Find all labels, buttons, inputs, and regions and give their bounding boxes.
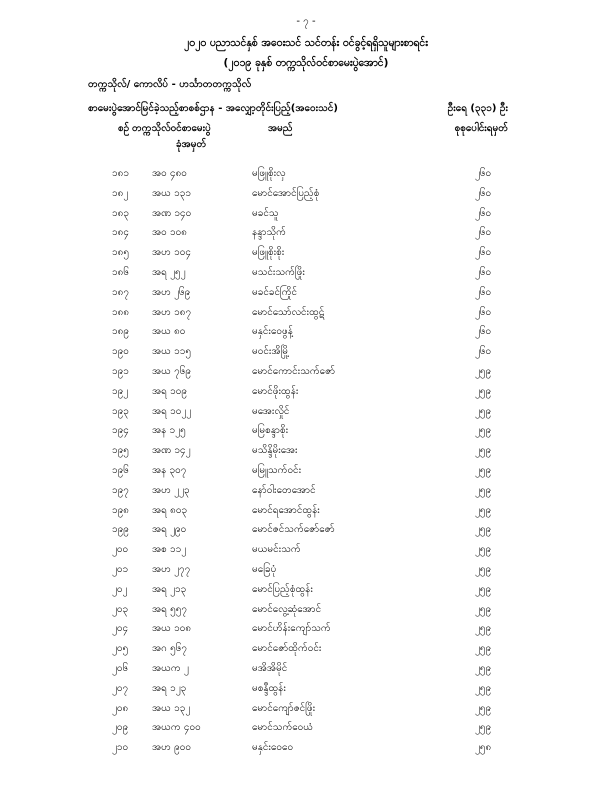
table-row xyxy=(0,204,612,224)
student-name: မခြေပုံ xyxy=(252,563,277,575)
row-number: ၁၉၇ xyxy=(112,484,129,496)
table-row xyxy=(0,540,612,560)
table-row xyxy=(0,184,612,204)
header-no: စဉ် xyxy=(118,123,130,134)
row-number: ၁၈၄ xyxy=(112,227,129,239)
table-row xyxy=(0,164,612,184)
roll-number: အရ ၁၀၂၂ xyxy=(152,405,192,417)
roll-number: အန ၁၂၅ xyxy=(152,425,186,437)
student-name: မောင်ဟိန်းကျော်သက် xyxy=(252,623,331,635)
table-row xyxy=(0,303,612,323)
title-line-1: ၂၀၂၀ ပညာသင်နှစ် အဝေးသင် သင်တန်း ဝင်ခွင့်ရရှိသူများစာရင်း xyxy=(184,37,428,49)
student-name: နော်ဝါးတေအောင် xyxy=(252,484,316,496)
total-score: ၂၅၉ xyxy=(475,702,492,714)
roll-number: အယ ၈၀ xyxy=(152,326,186,338)
results-table xyxy=(0,164,612,758)
table-row xyxy=(0,560,612,580)
row-number: ၁၈၈ xyxy=(112,306,130,318)
student-name: မောင်ဖိုးထွန်း xyxy=(252,385,299,397)
table-row xyxy=(0,679,612,699)
row-number: ၂၀၆ xyxy=(112,662,129,674)
row-number: ၂၀၉ xyxy=(112,722,129,734)
table-row xyxy=(0,441,612,461)
row-number: ၁၈၆ xyxy=(112,266,129,278)
region-label: တက္ကသိုလ်/ ကောလိပ် - ဟင်္သာတတက္ကသိုလ် xyxy=(88,79,252,90)
total-score: ၂၅၈ xyxy=(475,742,492,754)
header-total: စုစုပေါင်းရမှတ် xyxy=(454,123,508,134)
row-number: ၂၁၀ xyxy=(112,742,129,754)
row-number: ၁၈၂ xyxy=(112,187,129,199)
student-name: မခင်သူ xyxy=(252,207,279,219)
total-score: ၂၅၉ xyxy=(475,643,492,655)
roll-number: အရ ၈၀၃ xyxy=(152,504,188,516)
table-row xyxy=(0,362,612,382)
roll-number: အယ ၁၃၂ xyxy=(152,702,191,714)
row-number: ၁၉၈ xyxy=(112,504,129,516)
roll-number: အဝ ၄၈၀ xyxy=(152,168,187,179)
row-number: ၁၉၃ xyxy=(112,405,129,417)
total-score: ၂၅၉ xyxy=(475,623,492,635)
title-line-2: (၂၀၁၉ ခုနှစ် တက္ကသိုလ်ဝင်စာမေးပွဲအောင်) xyxy=(223,57,389,69)
total-score: ၂၆၀ xyxy=(475,168,492,179)
roll-number: အယက ၄၀၀ xyxy=(152,722,201,734)
table-row xyxy=(0,223,612,243)
student-name: မောင်အောင်ပြည့်စုံ xyxy=(252,187,320,199)
student-name: မအိအိမိုင် xyxy=(252,662,288,674)
row-number: ၁၈၃ xyxy=(112,207,129,219)
total-score: ၂၅၉ xyxy=(475,365,492,377)
total-score: ၂၅၉ xyxy=(475,464,492,476)
total-score: ၂၅၉ xyxy=(475,603,492,615)
student-name: မယမင်းသက် xyxy=(252,544,301,556)
total-score: ၂၅၉ xyxy=(475,385,492,397)
roll-number: အယက ၂ xyxy=(152,662,189,674)
row-number: ၁၉၁ xyxy=(112,365,129,377)
total-score: ၂၆၀ xyxy=(475,346,492,358)
student-name: မောင်ရအောင်ထွန်း xyxy=(252,504,320,516)
roll-number: အဏ ၁၄၀ xyxy=(152,207,192,219)
total-score: ၂၅၉ xyxy=(475,662,492,674)
roll-number: အဏ ၁၄၂ xyxy=(152,445,191,457)
table-row xyxy=(0,718,612,738)
row-number: ၁၉၉ xyxy=(112,524,129,536)
total-score: ၂၅၉ xyxy=(475,682,492,694)
roll-number: အယ ၁၃၁ xyxy=(152,187,191,199)
row-number: ၂၀၁ xyxy=(112,563,129,575)
total-score: ၂၆၀ xyxy=(475,326,492,338)
roll-number: အရ ၂၉၀ xyxy=(152,524,187,536)
table-row xyxy=(0,402,612,422)
row-number: ၁၈၉ xyxy=(112,326,129,338)
table-row xyxy=(0,619,612,639)
roll-number: အဟ ၂၇၇ xyxy=(152,563,191,575)
table-row xyxy=(0,322,612,342)
table-row xyxy=(0,263,612,283)
total-score: ၂၆၀ xyxy=(475,286,492,298)
row-number: ၂၀၀ xyxy=(112,544,129,556)
table-row xyxy=(0,421,612,441)
roll-number: အယ ၁၀၈ xyxy=(152,623,192,635)
total-score: ၂၅၉ xyxy=(475,445,492,457)
row-number: ၂၀၅ xyxy=(112,643,129,655)
student-name: မောင်ဇော်ထိုက်ဝင်း xyxy=(252,643,322,655)
student-name: မနှင်းဝေဖွန့် xyxy=(252,326,293,338)
student-name: မဝင်းအိမြို့ xyxy=(252,346,290,358)
row-number: ၂၀၂ xyxy=(112,583,128,595)
row-number: ၁၉၄ xyxy=(112,425,129,437)
row-number: ၂၀၇ xyxy=(112,682,129,694)
student-name: မစန္ဒီထွန်း xyxy=(252,682,286,694)
row-number: ၁၈၇ xyxy=(112,286,129,298)
total-score: ၂၅၉ xyxy=(475,425,492,437)
row-number: ၁၉၂ xyxy=(112,385,129,397)
table-row xyxy=(0,699,612,719)
row-number: ၁၈၁ xyxy=(112,168,129,179)
roll-number: အရ ၁၀၉ xyxy=(152,385,187,397)
roll-number: အရ ၂၁၃ xyxy=(152,583,187,595)
header-name: အမည် xyxy=(268,123,293,134)
total-score: ၂၅၉ xyxy=(475,563,492,575)
row-number: ၁၉၅ xyxy=(112,445,129,457)
total-score: ၂၅၉ xyxy=(475,524,492,536)
student-name: မမြစန္ဒာစိုး xyxy=(252,425,289,437)
table-row xyxy=(0,342,612,362)
total-score: ၂၅၉ xyxy=(475,484,492,496)
roll-number: အဟ ၉၀၀ xyxy=(152,742,192,754)
table-row xyxy=(0,382,612,402)
total-score: ၂၅၉ xyxy=(475,544,492,556)
total-score: ၂၅၉ xyxy=(475,405,492,417)
row-number: ၂၀၄ xyxy=(112,623,129,635)
roll-number: အဟ ၁၀၄ xyxy=(152,247,192,259)
total-score: ၂၅၉ xyxy=(475,504,492,516)
student-name: မောင်ကျော်ဇင်ဖြိုး xyxy=(252,702,316,714)
header-roll-2: ခုံအမှတ် xyxy=(176,139,207,150)
header-roll: တက္ကသိုလ်ဝင်စာမေးပွဲ xyxy=(132,123,211,134)
roll-number: အစ ၁၁၂ xyxy=(152,544,187,556)
student-name: နန္ဒာသိုက် xyxy=(252,227,286,239)
student-name: မမြူသက်ဝင်း xyxy=(252,464,302,476)
total-score: ၂၅၉ xyxy=(475,722,492,734)
table-row xyxy=(0,580,612,600)
table-row xyxy=(0,639,612,659)
row-number: ၁၈၅ xyxy=(112,247,129,259)
student-name: မောင်လွေ့ဆုံအောင် xyxy=(252,603,322,615)
student-name: မအေးလှိုင် xyxy=(252,405,290,417)
total-score: ၂၆၀ xyxy=(475,207,492,219)
table-row xyxy=(0,283,612,303)
roll-number: အဂ ၅၆၇ xyxy=(152,643,187,655)
roll-number: အရ ၅၅၇ xyxy=(152,603,187,615)
student-name: မခင်ခင်ကြိုင် xyxy=(252,286,298,298)
roll-number: အဝ ၁၀၈ xyxy=(152,227,187,239)
exam-center-label: စာမေးပွဲအောင်မြင်ခဲ့သည့်စာစစ်ဌာန - အလျှော့တိုင်းပြည့်(အဝေးသင်) xyxy=(88,103,338,114)
student-name: မသင်းသက်ဖြိုး xyxy=(252,266,305,278)
table-row xyxy=(0,600,612,620)
table-row xyxy=(0,659,612,679)
table-row xyxy=(0,243,612,263)
student-name: မောင်ပြည့်စုံထွန်း xyxy=(252,583,313,595)
row-number: ၂၀၃ xyxy=(112,603,129,615)
student-name: မောင်ကောင်းသက်ဇော် xyxy=(252,365,336,377)
student-name: မနှင်းဝေဝေ xyxy=(252,742,294,754)
roll-number: အရ ၂၅၂ xyxy=(152,266,186,278)
table-row xyxy=(0,738,612,758)
roll-number: အန ၃၀၇ xyxy=(152,464,187,476)
total-score: ၂၆၀ xyxy=(475,227,492,239)
page-number: - ၇ - xyxy=(296,16,316,27)
total-score: ၂၆၀ xyxy=(475,306,492,318)
table-row xyxy=(0,520,612,540)
roll-number: အယ ၁၁၅ xyxy=(152,346,191,358)
row-number: ၂၀၈ xyxy=(112,702,129,714)
count-label: ဦးရေ (၃၃၁) ဦး xyxy=(447,103,508,114)
row-number: ၁၉၆ xyxy=(112,464,129,476)
student-name: မဖြူစိုးလှ xyxy=(252,168,286,179)
student-name: မဖြူစိုးစိုး xyxy=(252,247,285,259)
total-score: ၂၆၀ xyxy=(475,266,492,278)
table-row xyxy=(0,481,612,501)
student-name: မောင်ဇင်သက်ဇော်ဇော် xyxy=(252,524,335,536)
student-name: မောင်သော်လင်းထွဋ် xyxy=(252,306,325,318)
roll-number: အဟ ၁၈၇ xyxy=(152,306,192,318)
total-score: ၂၆၀ xyxy=(475,187,492,199)
roll-number: အဟ ၂၆၉ xyxy=(152,286,191,298)
student-name: မသိန္ဒိမိုးအေး xyxy=(252,445,298,457)
roll-number: အယ ၇၆၉ xyxy=(152,365,191,377)
roll-number: အရ ၁၂၃ xyxy=(152,682,187,694)
total-score: ၂၅၉ xyxy=(475,583,492,595)
student-name: မောင်သက်ဝေယံ xyxy=(252,722,314,734)
roll-number: အဟ ၂၂၃ xyxy=(152,484,190,496)
table-row xyxy=(0,461,612,481)
table-row xyxy=(0,501,612,521)
total-score: ၂၆၀ xyxy=(475,247,492,259)
row-number: ၁၉၀ xyxy=(112,346,129,358)
